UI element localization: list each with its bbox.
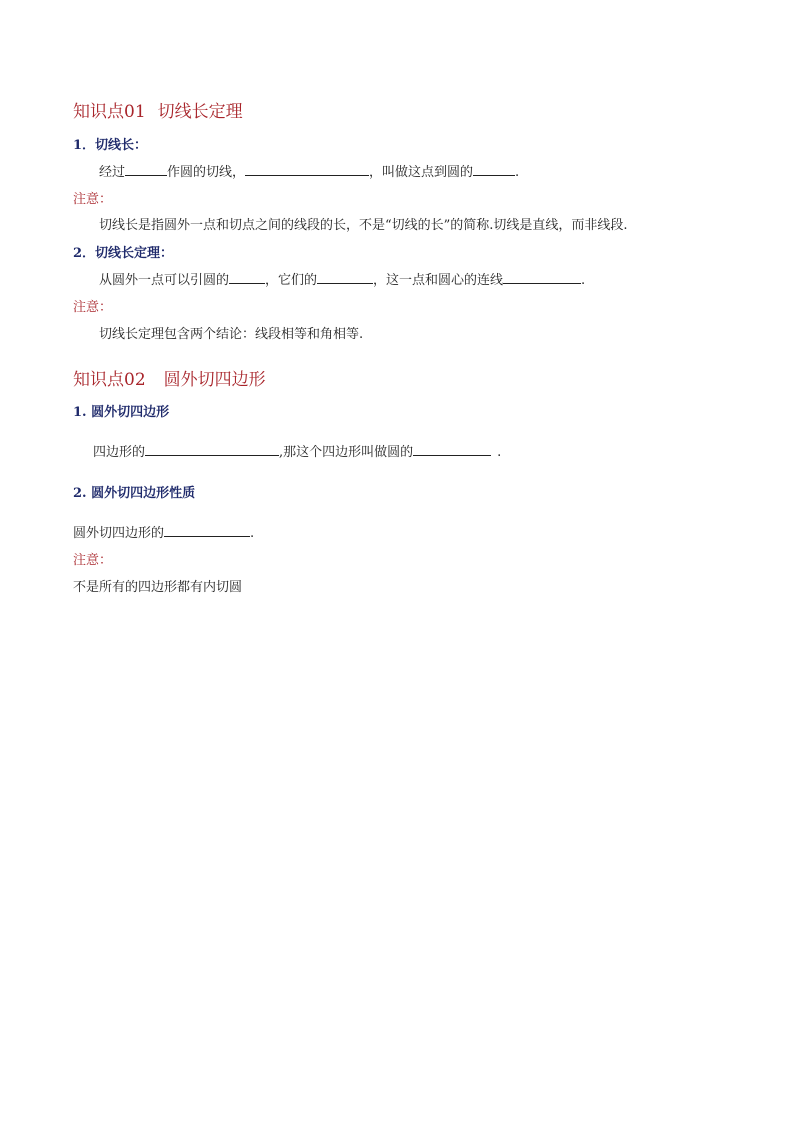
fill-blank (473, 163, 515, 176)
note-label: 注意： (73, 300, 113, 315)
text-segment: ，叫做这点到圆的 (369, 165, 474, 180)
text-segment: ，这一点和圆心的连线 (373, 273, 504, 288)
text-segment: ，它们的 (265, 273, 318, 288)
subheading-tangent-length: 1．切线长： (73, 138, 148, 153)
note-text: 切线长定理包含两个结论：线段相等和角相等. (99, 327, 364, 342)
fill-blank (413, 443, 491, 456)
text-segment: . (515, 165, 520, 180)
text-segment: . (250, 526, 255, 541)
text-segment: . (497, 445, 502, 460)
section-title: 圆外切四边形 (163, 370, 266, 390)
property-line (73, 522, 254, 541)
fill-blank (317, 271, 373, 284)
text-segment: . (581, 273, 586, 288)
text-segment: 从圆外一点可以引圆的 (99, 273, 230, 288)
definition-line-tangent-theorem (99, 269, 585, 288)
note-text: 切线长是指圆外一点和切点之间的线段的长，不是“切线的长”的简称.切线是直线，而非线段. (99, 218, 628, 233)
text-segment: ,那这个四边形叫做圆的 (279, 445, 414, 460)
subheading-circumscribed-quadrilateral: 1. 圆外切四边形 (73, 405, 170, 420)
section-title: 切线长定理 (157, 102, 243, 122)
note-label: 注意： (73, 553, 113, 568)
fill-blank (503, 271, 581, 284)
fill-blank (145, 443, 279, 456)
subheading-quadrilateral-property: 2. 圆外切四边形性质 (73, 486, 196, 501)
definition-line-circumscribed-quadrilateral (93, 441, 501, 460)
fill-blank (125, 163, 167, 176)
fill-blank (164, 524, 250, 537)
section-number: 知识点01 (73, 102, 146, 122)
fill-blank (245, 163, 369, 176)
text-segment: 经过 (99, 165, 126, 180)
note-text: 不是所有的四边形都有内切圆 (73, 580, 243, 595)
fill-blank (229, 271, 265, 284)
definition-line-tangent-length (99, 161, 519, 180)
note-label: 注意： (73, 192, 113, 207)
section-heading-2 (73, 365, 266, 390)
text-segment: 圆外切四边形的 (73, 526, 165, 541)
section-number: 知识点02 (73, 370, 146, 390)
text-segment: 作圆的切线， (167, 165, 246, 180)
section-heading-1 (73, 97, 243, 122)
text-segment: 四边形的 (93, 445, 146, 460)
subheading-tangent-theorem: 2．切线长定理： (73, 246, 174, 261)
